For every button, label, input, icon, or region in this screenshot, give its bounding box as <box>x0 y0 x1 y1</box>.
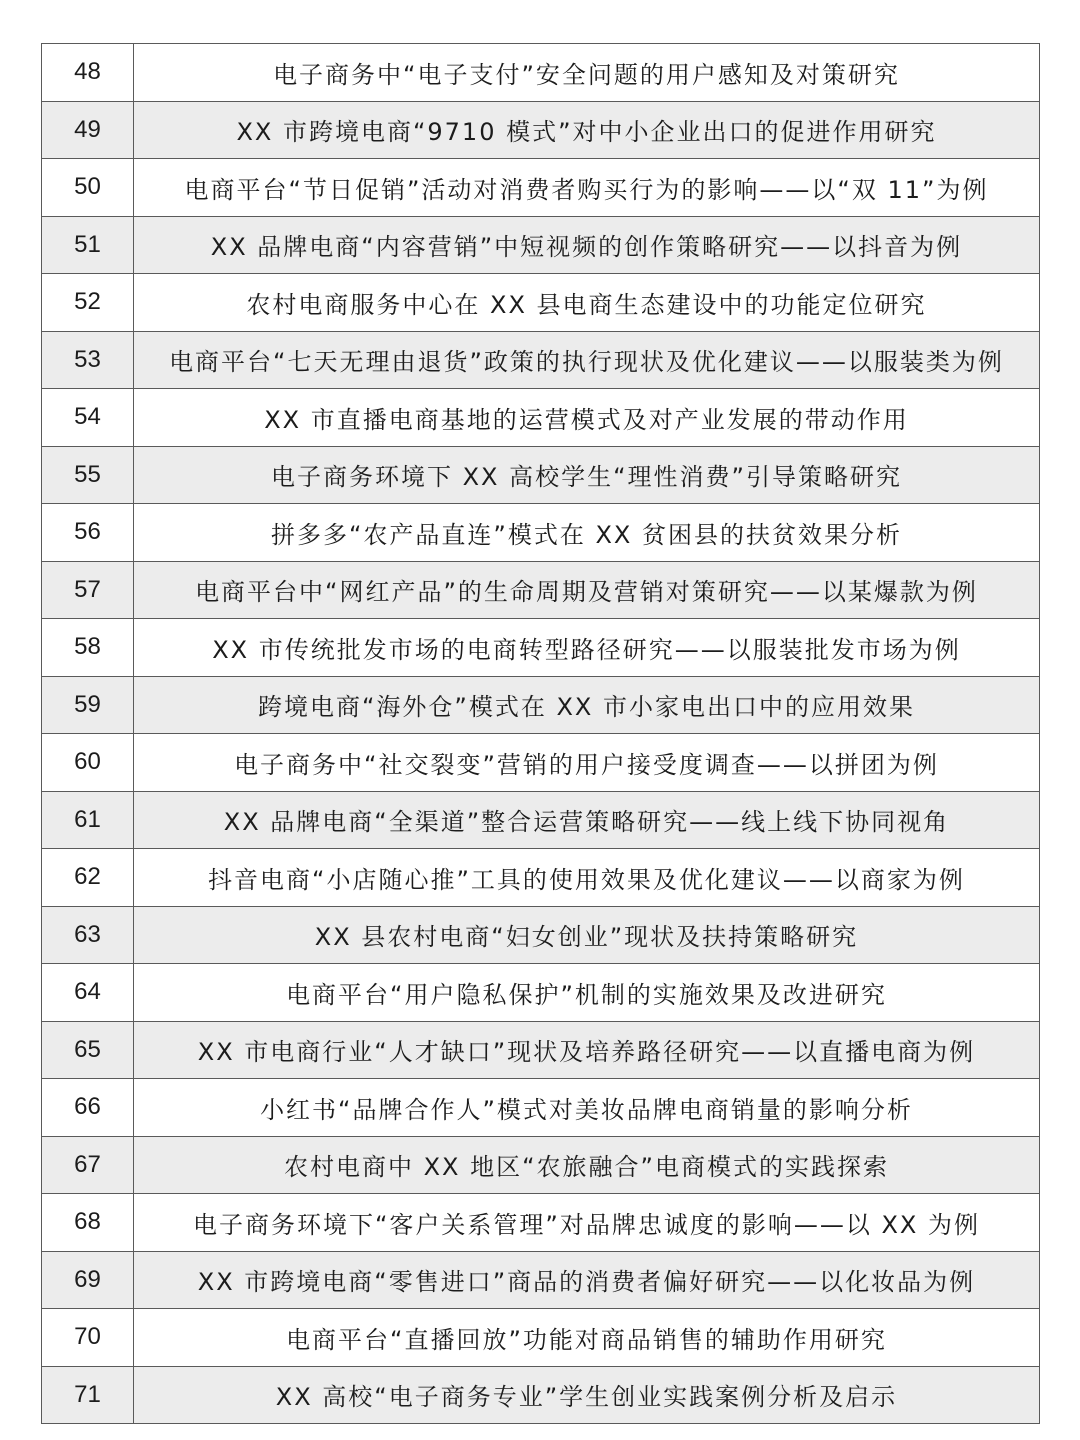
table-row <box>42 1366 1040 1424</box>
row-title: 电商平台“七天无理由退货”政策的执行现状及优化建议——以服装类为例 <box>134 331 1040 389</box>
row-number: 68 <box>42 1194 134 1252</box>
row-title: 电商平台“节日促销”活动对消费者购买行为的影响——以“双 11”为例 <box>134 159 1040 217</box>
row-number: 66 <box>42 1079 134 1137</box>
table-row <box>42 159 1040 217</box>
row-title: 农村电商服务中心在 XX 县电商生态建设中的功能定位研究 <box>134 274 1040 332</box>
table-row <box>42 619 1040 677</box>
topic-table-body <box>42 44 1040 1424</box>
table-row <box>42 1136 1040 1194</box>
table-row <box>42 791 1040 849</box>
row-number: 69 <box>42 1251 134 1309</box>
row-number: 67 <box>42 1136 134 1194</box>
row-title: 拼多多“农产品直连”模式在 XX 贫困县的扶贫效果分析 <box>134 504 1040 562</box>
table-row <box>42 1079 1040 1137</box>
table-row <box>42 964 1040 1022</box>
row-number: 48 <box>42 44 134 102</box>
row-title: 电子商务环境下 XX 高校学生“理性消费”引导策略研究 <box>134 446 1040 504</box>
table-row <box>42 676 1040 734</box>
table-row <box>42 44 1040 102</box>
row-title: 抖音电商“小店随心推”工具的使用效果及优化建议——以商家为例 <box>134 849 1040 907</box>
table-row <box>42 1309 1040 1367</box>
row-title: 电商平台中“网红产品”的生命周期及营销对策研究——以某爆款为例 <box>134 561 1040 619</box>
row-number: 70 <box>42 1309 134 1367</box>
row-title: XX 县农村电商“妇女创业”现状及扶持策略研究 <box>134 906 1040 964</box>
table-row <box>42 561 1040 619</box>
row-number: 57 <box>42 561 134 619</box>
row-number: 65 <box>42 1021 134 1079</box>
table-row <box>42 849 1040 907</box>
row-number: 58 <box>42 619 134 677</box>
row-title: XX 市电商行业“人才缺口”现状及培养路径研究——以直播电商为例 <box>134 1021 1040 1079</box>
table-row <box>42 446 1040 504</box>
row-number: 56 <box>42 504 134 562</box>
row-number: 53 <box>42 331 134 389</box>
row-title: 电商平台“用户隐私保护”机制的实施效果及改进研究 <box>134 964 1040 1022</box>
row-number: 64 <box>42 964 134 1022</box>
row-number: 62 <box>42 849 134 907</box>
row-title: XX 高校“电子商务专业”学生创业实践案例分析及启示 <box>134 1366 1040 1424</box>
row-number: 52 <box>42 274 134 332</box>
row-number: 60 <box>42 734 134 792</box>
row-title: 电子商务中“社交裂变”营销的用户接受度调查——以拼团为例 <box>134 734 1040 792</box>
table-row <box>42 734 1040 792</box>
table-row <box>42 504 1040 562</box>
row-title: XX 品牌电商“内容营销”中短视频的创作策略研究——以抖音为例 <box>134 216 1040 274</box>
row-title: 农村电商中 XX 地区“农旅融合”电商模式的实践探索 <box>134 1136 1040 1194</box>
row-title: XX 市直播电商基地的运营模式及对产业发展的带动作用 <box>134 389 1040 447</box>
table-row <box>42 1194 1040 1252</box>
row-number: 71 <box>42 1366 134 1424</box>
row-title: XX 品牌电商“全渠道”整合运营策略研究——线上线下协同视角 <box>134 791 1040 849</box>
row-title: XX 市跨境电商“9710 模式”对中小企业出口的促进作用研究 <box>134 101 1040 159</box>
row-title: 跨境电商“海外仓”模式在 XX 市小家电出口中的应用效果 <box>134 676 1040 734</box>
row-number: 59 <box>42 676 134 734</box>
row-title: 电子商务环境下“客户关系管理”对品牌忠诚度的影响——以 XX 为例 <box>134 1194 1040 1252</box>
table-row <box>42 389 1040 447</box>
table-row <box>42 331 1040 389</box>
table-row <box>42 906 1040 964</box>
row-number: 50 <box>42 159 134 217</box>
table-row <box>42 1021 1040 1079</box>
row-title: 电商平台“直播回放”功能对商品销售的辅助作用研究 <box>134 1309 1040 1367</box>
row-number: 49 <box>42 101 134 159</box>
table-row <box>42 1251 1040 1309</box>
table-row <box>42 274 1040 332</box>
row-number: 61 <box>42 791 134 849</box>
row-title: XX 市跨境电商“零售进口”商品的消费者偏好研究——以化妆品为例 <box>134 1251 1040 1309</box>
row-number: 51 <box>42 216 134 274</box>
row-number: 54 <box>42 389 134 447</box>
row-title: XX 市传统批发市场的电商转型路径研究——以服装批发市场为例 <box>134 619 1040 677</box>
table-row <box>42 101 1040 159</box>
row-title: 电子商务中“电子支付”安全问题的用户感知及对策研究 <box>134 44 1040 102</box>
topic-table <box>41 43 1040 1424</box>
row-number: 63 <box>42 906 134 964</box>
row-title: 小红书“品牌合作人”模式对美妆品牌电商销量的影响分析 <box>134 1079 1040 1137</box>
table-row <box>42 216 1040 274</box>
row-number: 55 <box>42 446 134 504</box>
